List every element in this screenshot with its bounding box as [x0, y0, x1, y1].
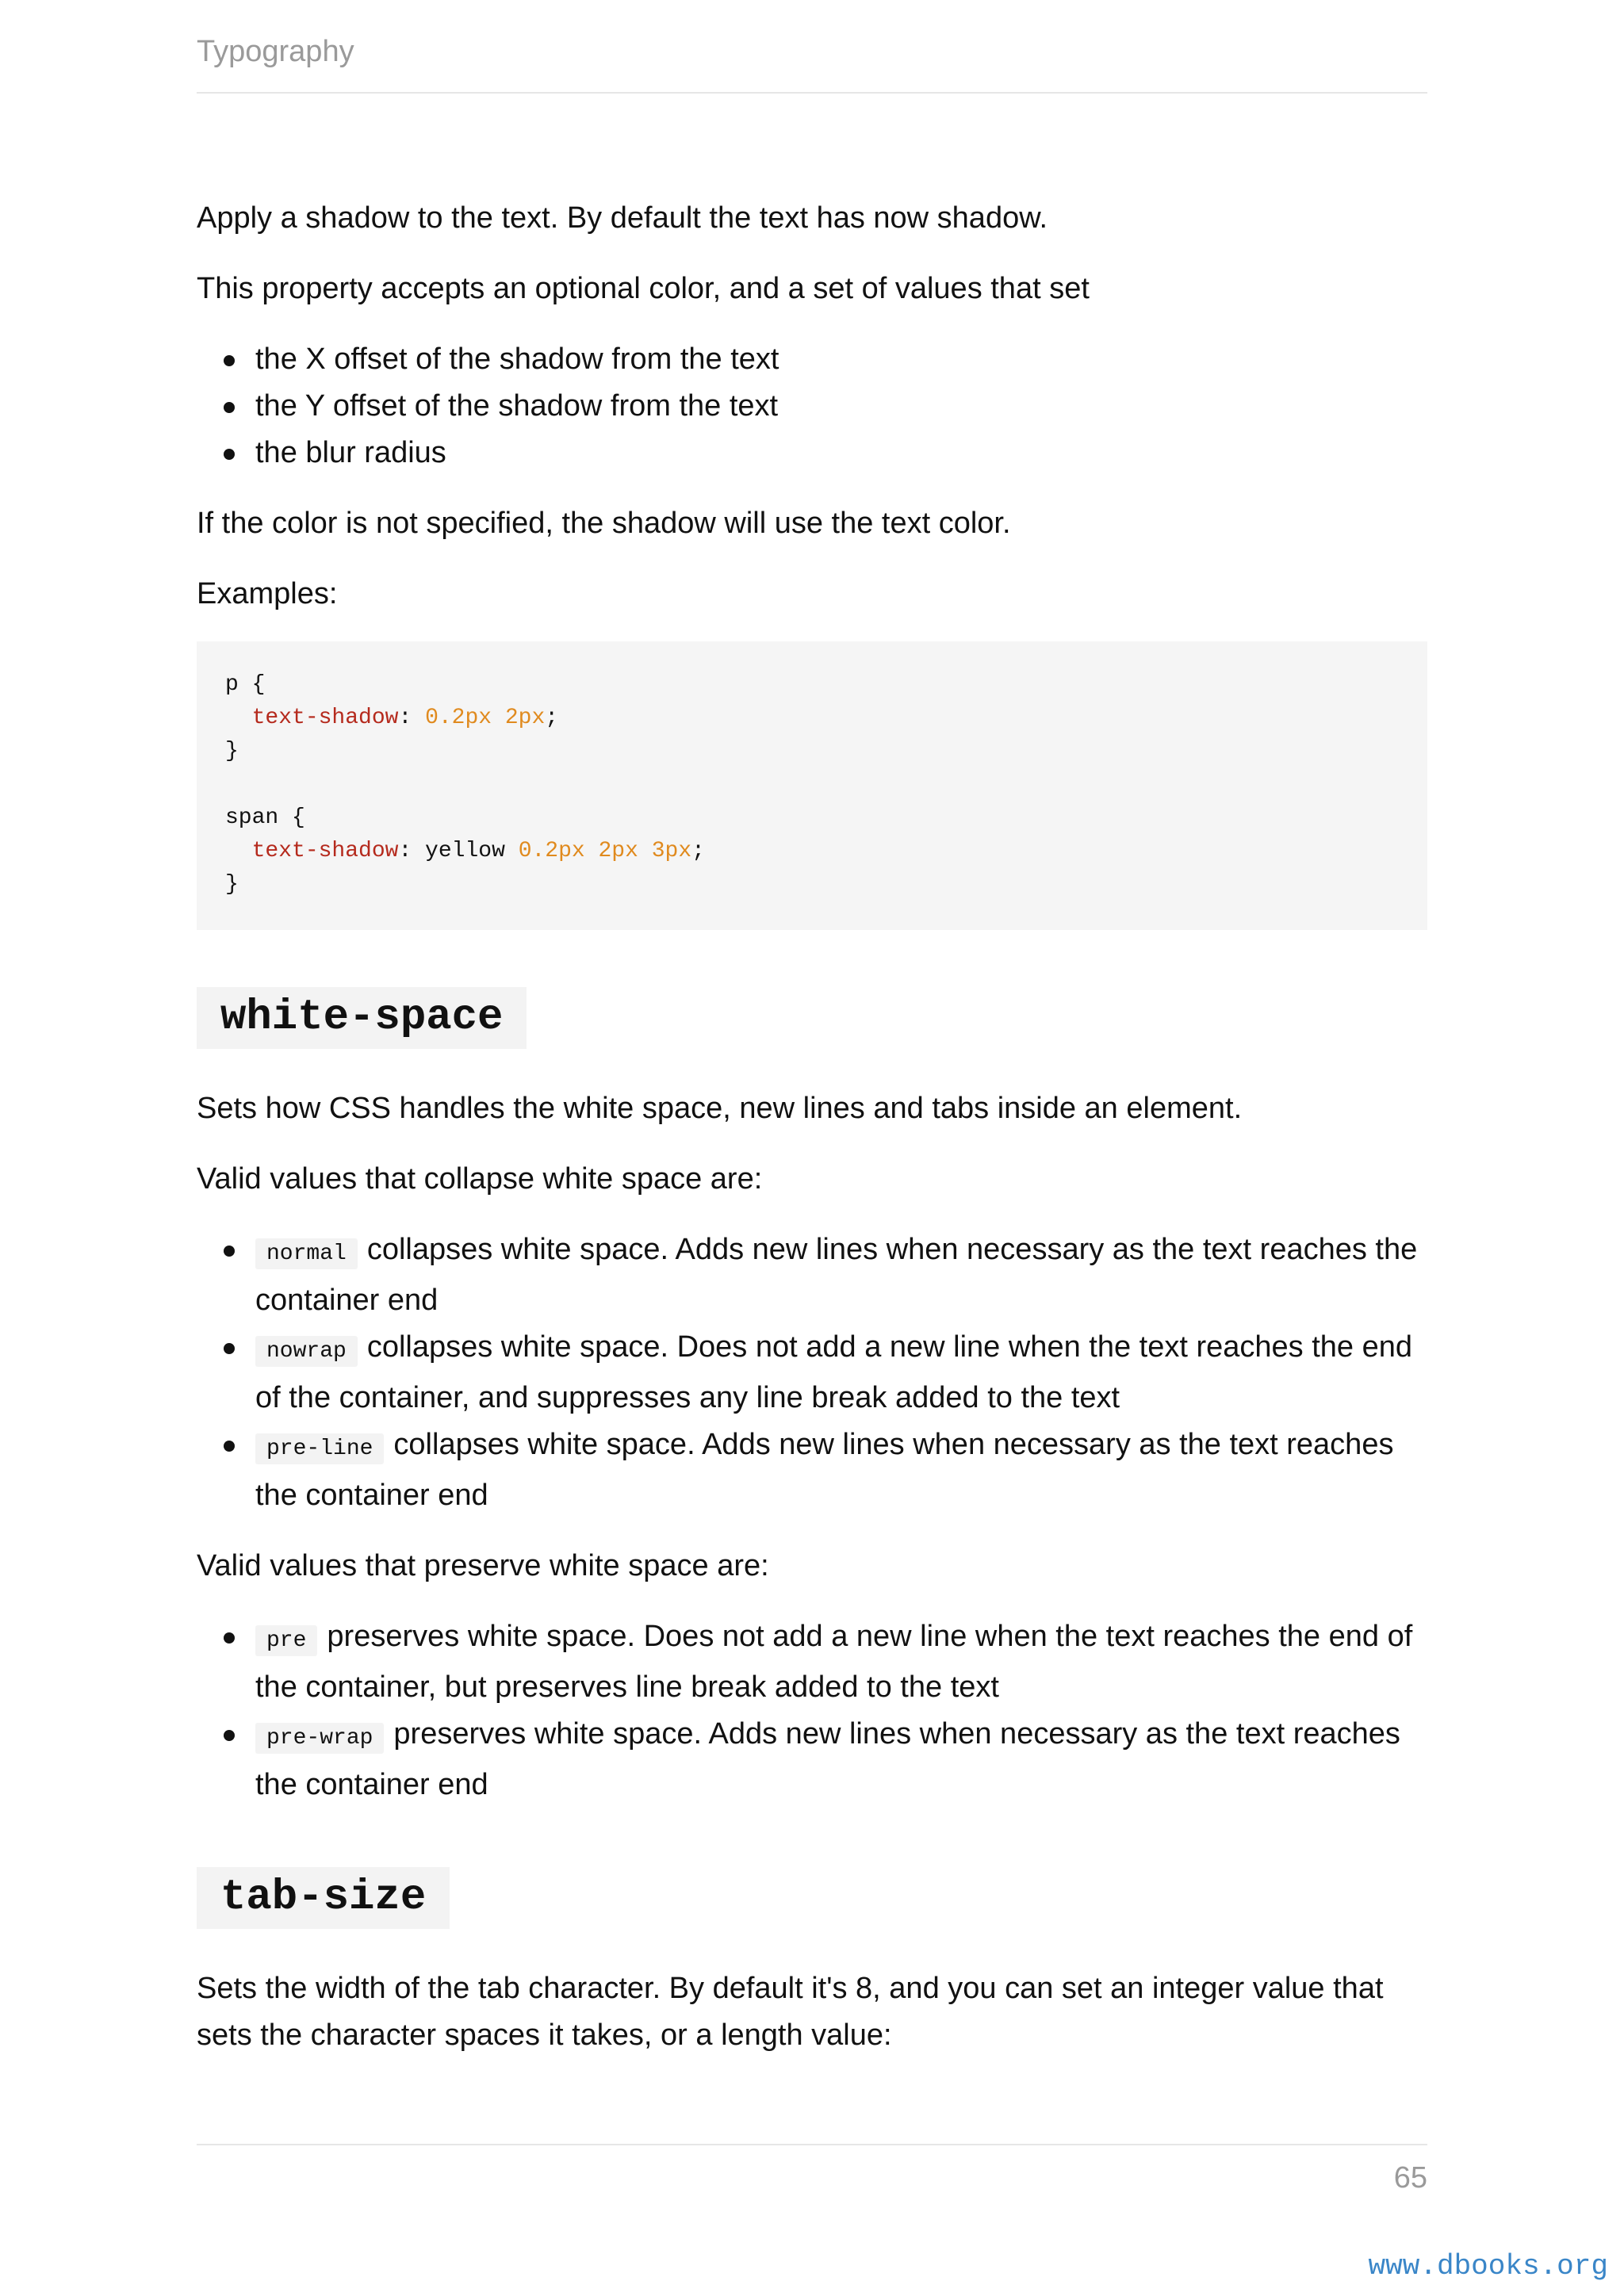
- tab-size-description: Sets the width of the tab character. By default it's 8, and you can set an integer value that sets the character spaces it takes, or a length value:: [197, 1972, 1384, 2052]
- footer-divider: [197, 2144, 1427, 2145]
- text-shadow-color-note: If the color is not specified, the shadow will use the text color.: [197, 507, 1011, 540]
- inline-code: pre-wrap: [255, 1723, 384, 1754]
- code-number: 0.2px 2px: [425, 706, 546, 730]
- header-divider: [197, 92, 1427, 94]
- page-content: [197, 195, 1427, 2083]
- code-terminator: ;: [691, 839, 705, 863]
- list-item-text: collapses white space. Does not add a new line when the text reaches the end of the container, and suppresses any line break added to the text: [255, 1330, 1412, 1414]
- text-shadow-values-intro: This property accepts an optional color, and a set of values that set: [197, 272, 1090, 305]
- section-heading-tab-size: tab-size: [197, 1867, 450, 1929]
- list-item: [255, 1613, 1427, 1711]
- code-example-block: [197, 641, 1427, 930]
- list-item: the X offset of the shadow from the text: [255, 336, 1427, 383]
- code-property: text-shadow: [251, 839, 399, 863]
- white-space-description: Sets how CSS handles the white space, new lines and tabs inside an element.: [197, 1092, 1243, 1125]
- collapse-values-intro: Valid values that collapse white space are:: [197, 1162, 763, 1196]
- code-line: p {: [225, 672, 266, 697]
- list-item: the Y offset of the shadow from the text: [255, 383, 1427, 430]
- running-head: Typography: [197, 35, 354, 68]
- list-item: [255, 1711, 1427, 1808]
- list-item: [255, 1324, 1427, 1422]
- code-line: }: [225, 739, 239, 763]
- list-item: the blur radius: [255, 430, 1427, 476]
- list-item: [255, 1226, 1427, 1324]
- examples-label: Examples:: [197, 577, 338, 610]
- text-shadow-description: Apply a shadow to the text. By default the text has now shadow.: [197, 201, 1048, 235]
- list-item-text: preserves white space. Adds new lines when necessary as the text reaches the container end: [255, 1717, 1400, 1801]
- inline-code: nowrap: [255, 1336, 358, 1367]
- section-spacer: [197, 1832, 1427, 1867]
- collapse-values-list: [197, 1226, 1427, 1519]
- watermark-link[interactable]: www.dbooks.org: [1368, 2250, 1608, 2283]
- text-shadow-values-list: [197, 336, 1427, 476]
- code-separator: :: [398, 706, 426, 730]
- code-line: span {: [225, 806, 305, 830]
- inline-code: normal: [255, 1238, 358, 1269]
- inline-code: pre-line: [255, 1433, 384, 1464]
- preserve-values-list: [197, 1613, 1427, 1808]
- code-terminator: ;: [545, 706, 559, 730]
- list-item-text: preserves white space. Does not add a new line when the text reaches the end of the container, but preserves line break added to the text: [255, 1620, 1413, 1704]
- list-item-text: collapses white space. Adds new lines when necessary as the text reaches the container end: [255, 1428, 1394, 1512]
- inline-code: pre: [255, 1625, 317, 1656]
- code-separator: : yellow: [398, 839, 519, 863]
- page-number: 65: [1393, 2161, 1427, 2195]
- preserve-values-intro: Valid values that preserve white space are:: [197, 1549, 769, 1582]
- code-line: }: [225, 872, 239, 897]
- section-heading-white-space: white-space: [197, 987, 527, 1049]
- list-item-text: collapses white space. Adds new lines when necessary as the text reaches the container end: [255, 1233, 1418, 1317]
- list-item: [255, 1422, 1427, 1519]
- code-property: text-shadow: [251, 706, 399, 730]
- code-number: 0.2px 2px 3px: [518, 839, 692, 863]
